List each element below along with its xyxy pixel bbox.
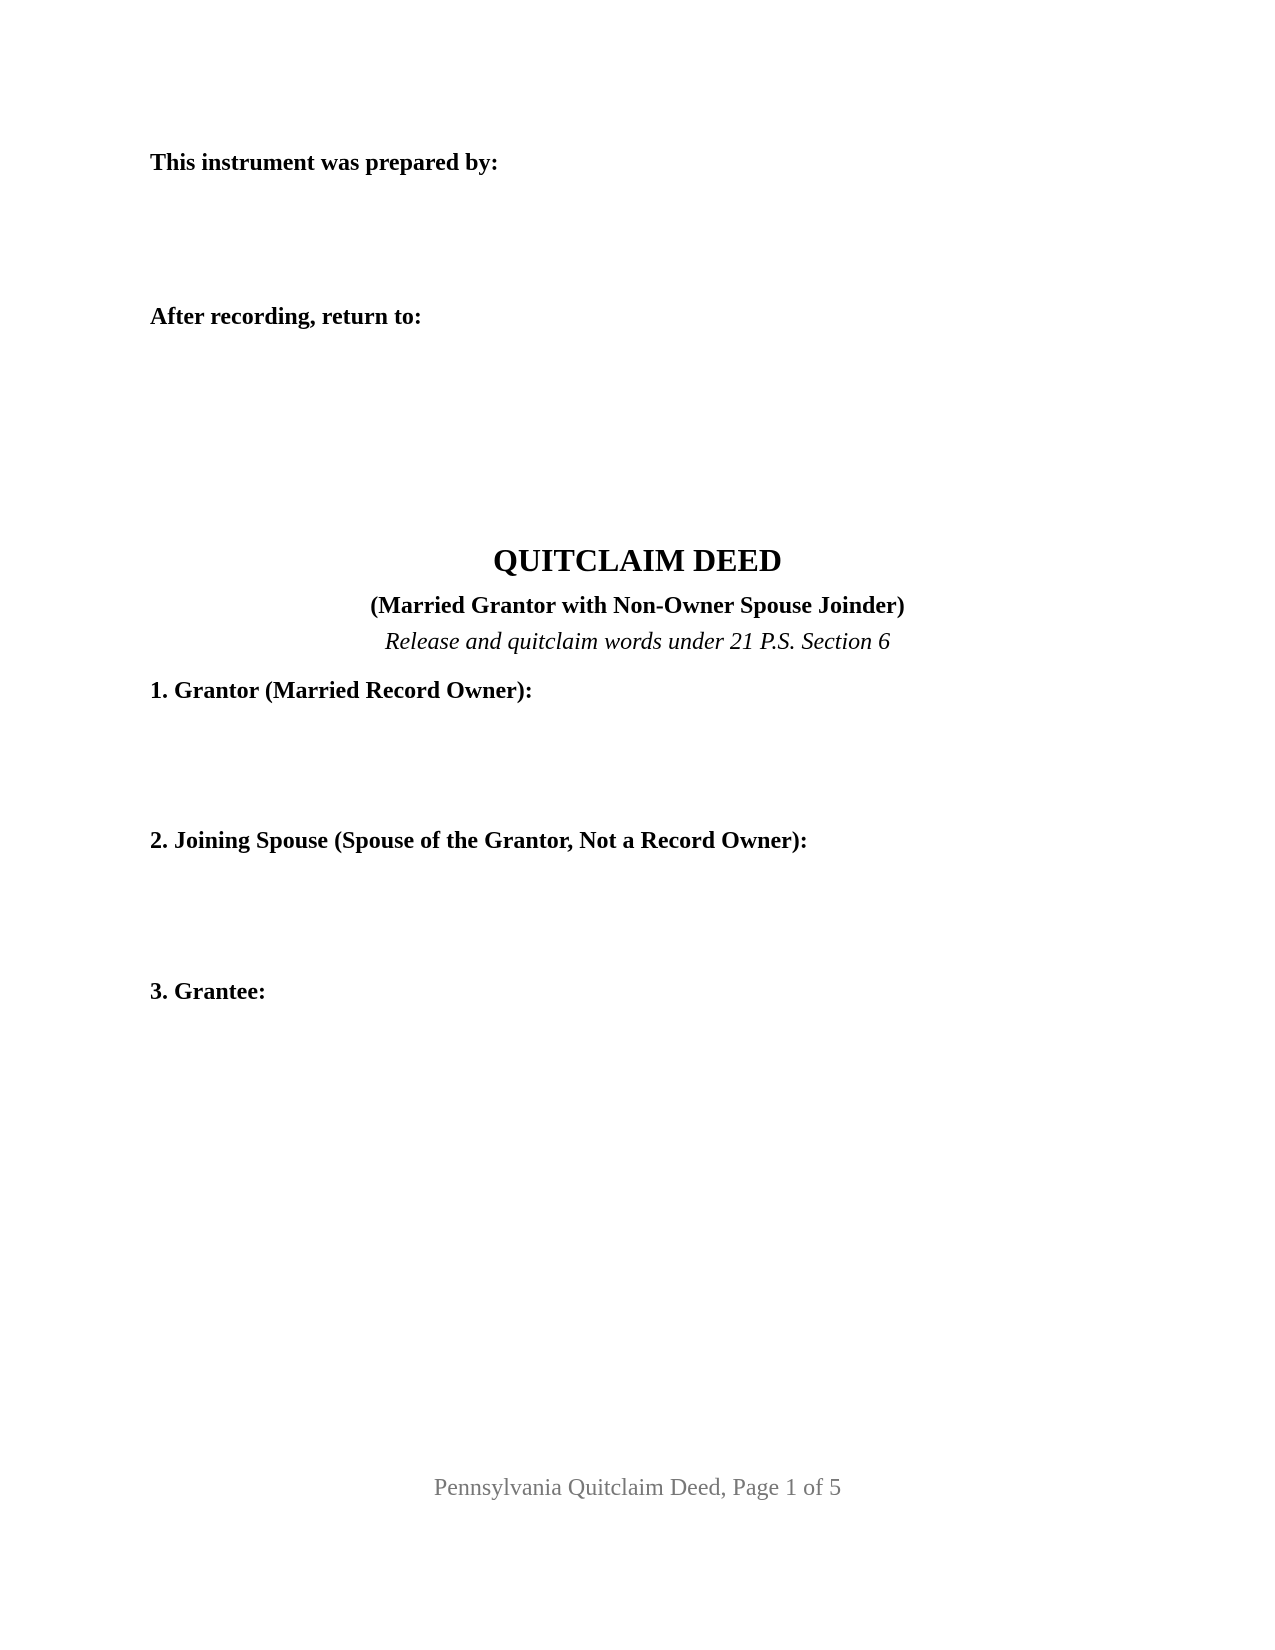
- legal-reference-note: Release and quitclaim words under 21 P.S. Section 6: [384, 629, 891, 655]
- document-title: QUITCLAIM DEED: [493, 542, 782, 578]
- prepared-by-label: This instrument was prepared by:: [150, 150, 499, 176]
- return-to-label: After recording, return to:: [150, 304, 422, 330]
- page-footer: Pennsylvania Quitclaim Deed, Page 1 of 5: [433, 1475, 842, 1501]
- section-grantee-label: 3. Grantee:: [150, 979, 266, 1005]
- section-joining-spouse-label: 2. Joining Spouse (Spouse of the Grantor, Not a Record Owner):: [150, 828, 808, 854]
- document-subtitle: (Married Grantor with Non-Owner Spouse Joinder): [370, 593, 905, 619]
- section-grantor-label: 1. Grantor (Married Record Owner):: [150, 678, 533, 704]
